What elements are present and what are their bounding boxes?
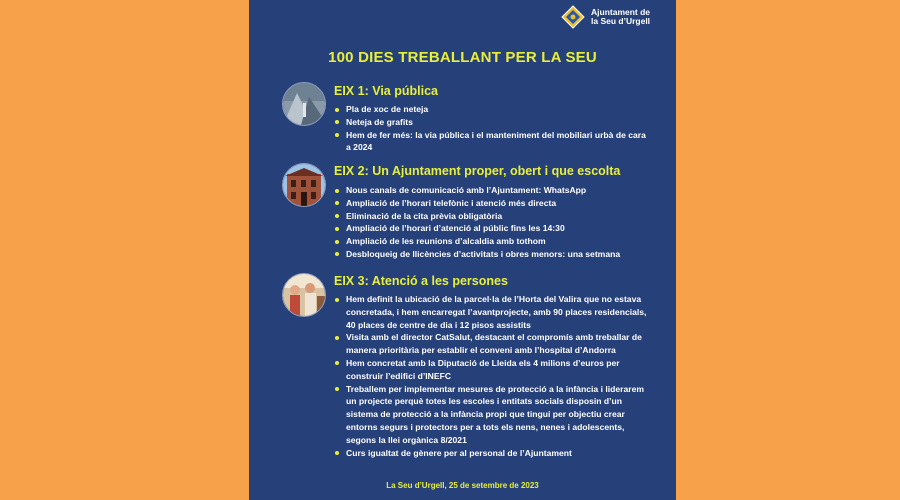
- section-list: [346, 103, 651, 154]
- list-item: Ampliació de l’horari d’atenció al públic fins les 14:30: [346, 222, 651, 235]
- street-cleaning-photo: [282, 82, 326, 126]
- logo-text: [591, 8, 650, 27]
- section-list: [346, 293, 651, 459]
- list-item: Curs igualtat de gènere per al personal de l’Ajuntament: [346, 447, 651, 460]
- poster-panel: [249, 0, 676, 500]
- list-item: Hem concretat amb la Diputació de Lleida els 4 milions d’euros per construir l’edifici d’INEFC: [346, 357, 651, 383]
- list-item: Nous canals de comunicació amb l’Ajuntament: WhatsApp: [346, 184, 651, 197]
- list-item: Neteja de grafits: [346, 116, 651, 129]
- coat-of-arms-icon: [561, 5, 585, 29]
- people-photo: [282, 273, 326, 317]
- list-item: Ampliació de l’horari telefònic i atenció més directa: [346, 197, 651, 210]
- list-item: Treballem per implementar mesures de protecció a la infància i liderarem un projecte perquè totes les escoles i entitats socials disposin d’un sistema de protecció a la infància propi que tingui per objectiu crear entorns segurs i protectors per a tots els nens, nenes i adolescents, segons la llei orgànica 8/2021: [346, 383, 651, 447]
- list-item: Ampliació de les reunions d’alcaldia amb tothom: [346, 235, 651, 248]
- municipal-logo: [561, 4, 673, 30]
- list-item: Hem definit la ubicació de la parcel·la de l’Horta del Valira que no estava concretada, i hem encarregat l’avantprojecte, amb 90 places residencials, 40 places de centre de dia i 12 pisos assistits: [346, 293, 651, 331]
- section-title: EIX 1: Via pública: [334, 84, 438, 98]
- list-item: Visita amb el director CatSalut, destacant el compromís amb treballar de manera prioritària per establir el conveni amb l’hospital d’Andorra: [346, 331, 651, 357]
- list-item: Pla de xoc de neteja: [346, 103, 651, 116]
- section-list: [346, 184, 651, 261]
- section-title: EIX 3: Atenció a les persones: [334, 274, 508, 288]
- logo-line1: Ajuntament de: [591, 6, 651, 17]
- list-item: Eliminació de la cita prèvia obligatòria: [346, 210, 651, 223]
- logo-line2: la Seu d’Urgell: [591, 16, 651, 26]
- list-item: Desbloqueig de llicències d’activitats i obres menors: una setmana: [346, 248, 651, 261]
- list-item: Hem de fer més: la via pública i el manteniment del mobiliari urbà de cara a 2024: [346, 129, 651, 155]
- page-title: 100 DIES TREBALLANT PER LA SEU: [328, 49, 597, 66]
- footer-date: La Seu d’Urgell, 25 de setembre de 2023: [386, 481, 539, 490]
- section-title: EIX 2: Un Ajuntament proper, obert i que escolta: [334, 164, 621, 178]
- town-hall-building-photo: [282, 163, 326, 207]
